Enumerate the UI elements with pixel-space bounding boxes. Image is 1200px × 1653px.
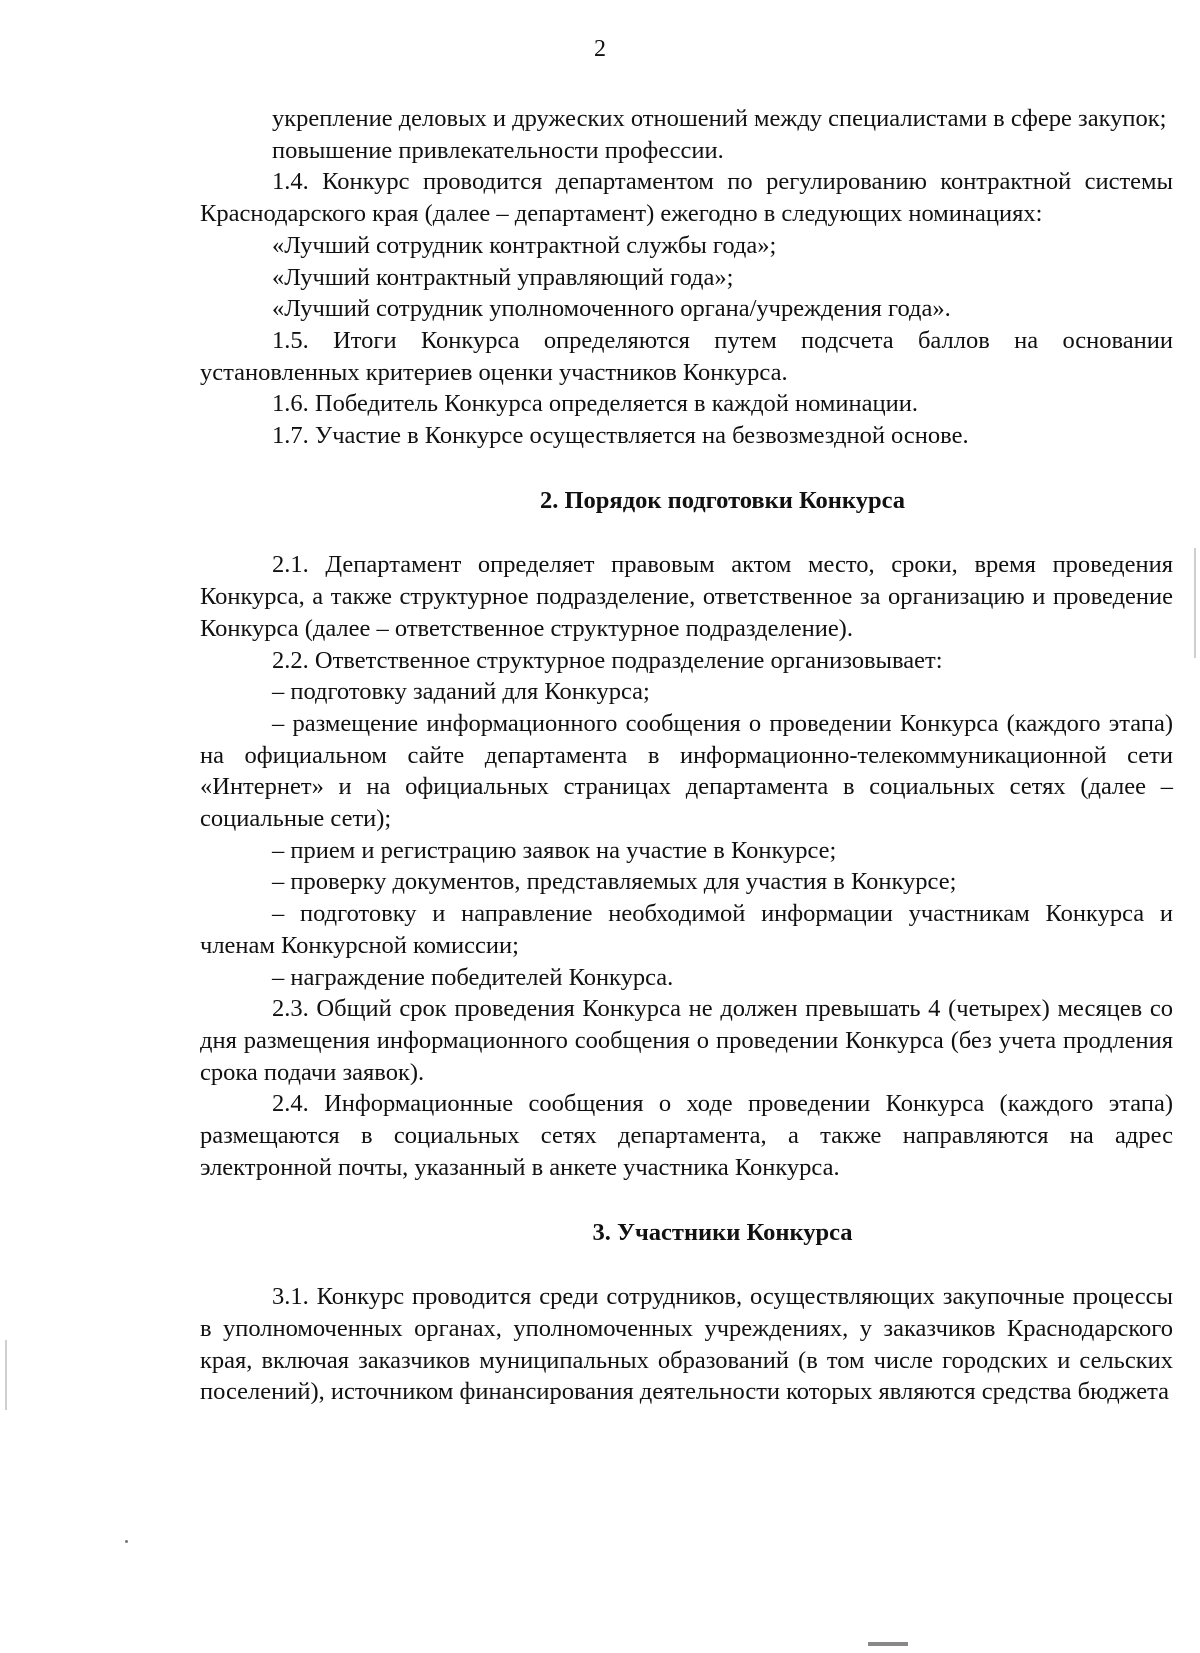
list-item-2-2-b: – размещение информационного сообщения о проведении Конкурса (каждого этапа) на официальном сайте департамента в информационно-телекоммуникационной сети «Интернет» и на официальных страницах департамента в социальных сетях (далее – социальные сети); — [200, 709, 1173, 833]
document-body — [200, 103, 1173, 1408]
list-item-2-2-d: – проверку документов, представляемых для участия в Конкурсе; — [272, 868, 957, 896]
paragraph-2-1: 2.1. Департамент определяет правовым актом место, сроки, время проведения Конкурса, а также структурное подразделение, ответственное за организацию и проведение Конкурса (далее – ответственное структурное подразделение). — [200, 551, 1173, 642]
list-item-2-2-a: – подготовку заданий для Конкурса; — [272, 678, 650, 706]
spacer — [200, 1248, 1173, 1281]
spacer — [200, 1184, 1173, 1217]
paragraph-1-4: 1.4. Конкурс проводится департаментом по регулированию контрактной системы Краснодарского края (далее – департамент) ежегодно в следующих номинациях: — [200, 168, 1173, 228]
spacer — [200, 516, 1173, 549]
paragraph-intro-1: укрепление деловых и дружеских отношений между специалистами в сфере закупок; — [272, 105, 1167, 132]
paragraph-1-6: 1.6. Победитель Конкурса определяется в каждой номинации. — [272, 390, 918, 418]
scan-edge-right — [1194, 548, 1196, 658]
paragraph-1-7: 1.7. Участие в Конкурсе осуществляется на безвозмездной основе. — [272, 422, 969, 450]
paragraph-2-3: 2.3. Общий срок проведения Конкурса не должен превышать 4 (четырех) месяцев со дня размещения информационного сообщения о проведении Конкурса (без учета продления срока подачи заявок). — [200, 995, 1173, 1086]
paragraph-2-2: 2.2. Ответственное структурное подразделение организовывает: — [272, 646, 943, 674]
paragraph-2-4: 2.4. Информационные сообщения о ходе проведении Конкурса (каждого этапа) размещаются в социальных сетях департамента, а также направляются на адрес электронной почты, указанный в анкете участника Конкурса. — [200, 1090, 1173, 1181]
list-item-2-2-c: – прием и регистрацию заявок на участие в Конкурсе; — [272, 836, 837, 864]
spacer — [200, 452, 1173, 485]
nomination-2: «Лучший контрактный управляющий года»; — [272, 263, 734, 291]
section-3-heading: 3. Участники Конкурса — [592, 1218, 853, 1246]
paragraph-3-1: 3.1. Конкурс проводится среди сотрудников, осуществляющих закупочные процессы в уполномоченных органах, уполномоченных учреждениях, у заказчиков Краснодарского края, включая заказчиков муниципальных образований (в том числе городских и сельских поселений), источником финансирования деятельности которых являются средства бюджета — [200, 1283, 1173, 1406]
scan-mark-bottom — [868, 1642, 908, 1646]
section-2-heading: 2. Порядок подготовки Конкурса — [540, 486, 905, 514]
nomination-3: «Лучший сотрудник уполномоченного органа/учреждения года». — [272, 295, 951, 323]
list-item-2-2-f: – награждение победителей Конкурса. — [272, 963, 674, 991]
page-number: 2 — [594, 36, 606, 62]
list-item-2-2-e: – подготовку и направление необходимой информации участникам Конкурса и членам Конкурсной комиссии; — [200, 900, 1173, 959]
paragraph-intro-2: повышение привлекательности профессии. — [272, 136, 724, 164]
scan-edge-left — [5, 1340, 7, 1410]
paragraph-1-5: 1.5. Итоги Конкурса определяются путем подсчета баллов на основании установленных критериев оценки участников Конкурса. — [200, 326, 1173, 386]
scan-speck — [125, 1540, 128, 1543]
nomination-1: «Лучший сотрудник контрактной службы года»; — [272, 231, 777, 259]
